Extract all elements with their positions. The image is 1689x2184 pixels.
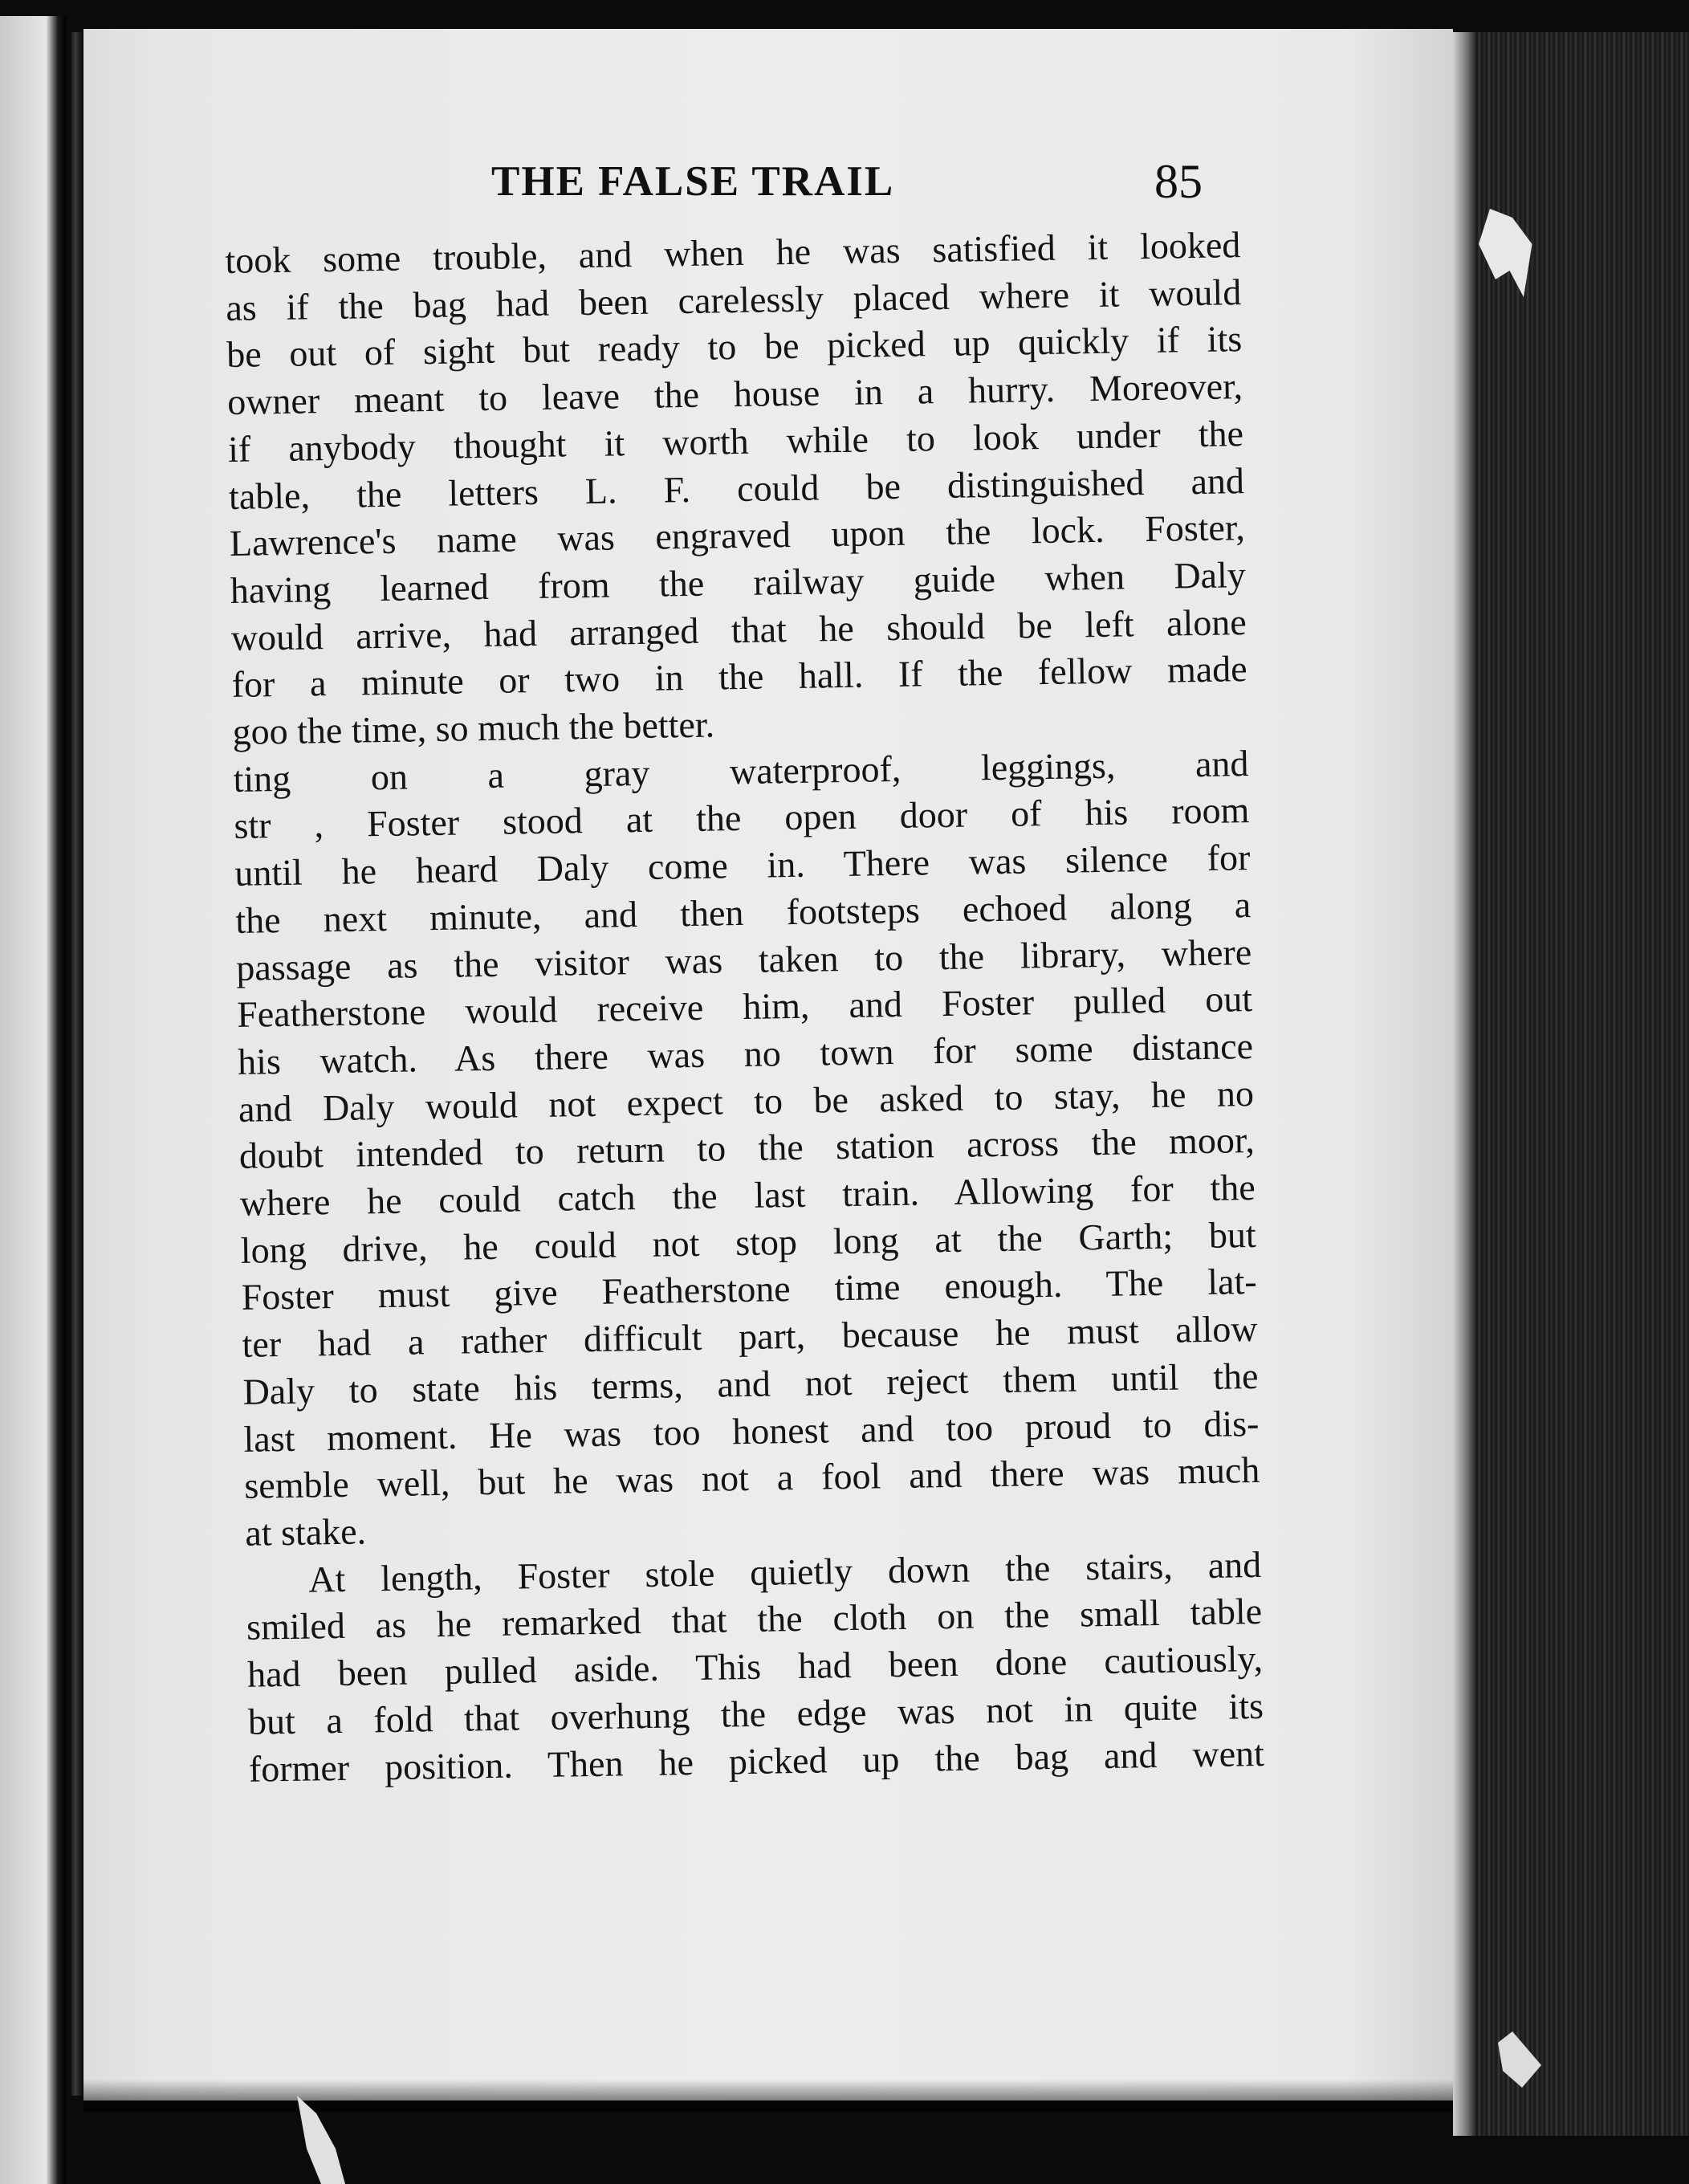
text-line: had been pulled aside. This had been done cautiously, <box>246 1638 1264 1695</box>
text-line: Daly to state his terms, and not reject them until the <box>242 1355 1259 1412</box>
text-line: took some trouble, and when he was satisfied it looked <box>225 224 1241 281</box>
page-number: 85 <box>1154 155 1203 208</box>
text-line: Foster must give Featherstone time enough. The lat- <box>241 1261 1257 1318</box>
text-line: goo the time, so much the better. <box>232 703 715 752</box>
page-gutter <box>71 32 82 2096</box>
running-head: THE FALSE TRAIL <box>491 158 895 205</box>
text-line: and Daly would not expect to be asked to stay, he no <box>238 1072 1255 1130</box>
text-line: be out of sight but ready to be picked up quickly if its <box>226 318 1243 376</box>
text-line: the next minute, and then footsteps echoed along a <box>234 883 1251 941</box>
text-line: Lawrence's name was engraved upon the lock. Foster, <box>229 507 1246 564</box>
text-line: but a fold that overhung the edge was not in quite its <box>247 1685 1264 1742</box>
text-line: where he could catch the last train. Allowing for the <box>239 1167 1256 1224</box>
previous-page-edge <box>0 16 66 2184</box>
fore-edge-highlight <box>1453 32 1475 2136</box>
text-line: former position. Then he picked up the bag and went <box>248 1732 1265 1790</box>
text-line: long drive, he could not stop long at the Garth; but <box>240 1213 1257 1271</box>
text-line: if anybody thought it worth while to look under the <box>227 412 1244 470</box>
text-line: last moment. He was too honest and too proud to dis- <box>243 1402 1260 1460</box>
text-line: doubt intended to return to the station across the moor, <box>238 1119 1256 1177</box>
text-line: having learned from the railway guide when Daly <box>230 554 1247 611</box>
text-line: ting on a gray waterproof, leggings, and <box>233 742 1249 800</box>
text-line: his watch. As there was no town for some distance <box>237 1025 1254 1082</box>
page-bottom-shadow <box>83 2080 1456 2112</box>
text-line: ter had a rather difficult part, because he must allow <box>242 1308 1258 1365</box>
text-line: owner meant to leave the house in a hurry. Moreover, <box>226 365 1243 423</box>
text-line: table, the letters L. F. could be distinguished and <box>228 459 1245 517</box>
text-line: Featherstone would receive him, and Foster pulled out <box>236 978 1253 1036</box>
text-line: str , Foster stood at the open door of his room <box>234 789 1250 847</box>
book-fore-edge <box>1453 32 1689 2136</box>
text-line: would arrive, had arranged that he should be left alone <box>230 601 1247 658</box>
text-line: until he heard Daly come in. There was silence for <box>234 837 1251 894</box>
text-line: as if the bag had been carelessly placed where it would <box>225 271 1242 328</box>
text-line: smiled as he remarked that the cloth on the small table <box>246 1591 1263 1648</box>
text-line: for a minute or two in the hall. If the fellow made <box>231 648 1247 706</box>
text-line: passage as the visitor was taken to the library, where <box>235 931 1252 988</box>
body-text <box>225 222 1264 1793</box>
text-line: semble well, but he was not a fool and there was much <box>244 1449 1260 1507</box>
text-line: At length, Foster stole quietly down the stairs, and <box>307 1543 1262 1600</box>
text-line: at stake. <box>244 1510 367 1554</box>
page-header <box>450 157 1220 214</box>
